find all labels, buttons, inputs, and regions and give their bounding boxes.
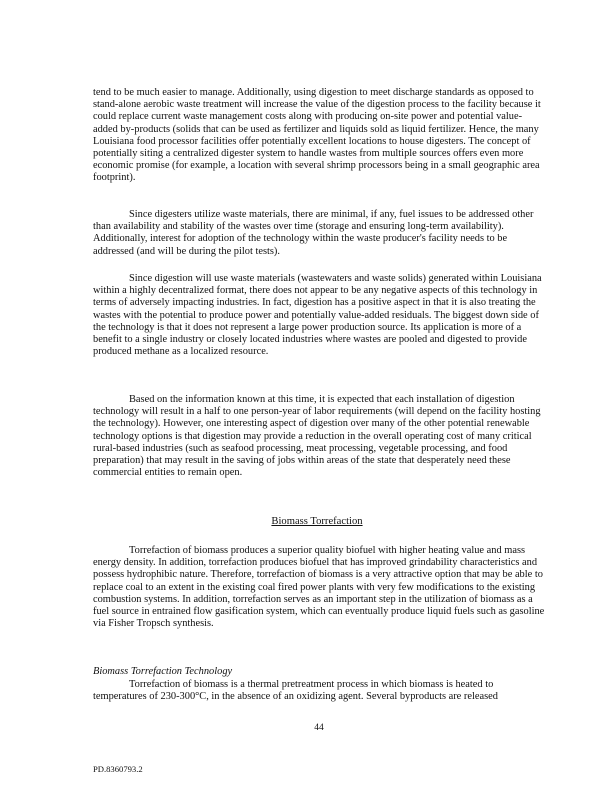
paragraph-torrefaction-technology: Torrefaction of biomass is a thermal pretreatment process in which biomass is heated to temperatures of 230-300°C, in the absence of an oxidizing agent. Several byproducts are released bbox=[93, 679, 498, 703]
document-id: PD.8360793.2 bbox=[93, 764, 143, 774]
paragraph-digestion-labor: Based on the information known at this time, it is expected that each installation of digestion technology will result in a half to one person-year of labor requirements (will depend on the facility hosting the technology). However, one interesting aspect of digestion over many of the other potential renewable technology options is that digestion may provide a reduction in the overall operating cost of many critical rural-based industries (such as seafood processing, meat processing, vegetable processing, and food preparation) that may result in the saving of jobs within areas of the state that desperately need these commercial entities to remain open. bbox=[93, 394, 541, 479]
paragraph-torrefaction-intro: Torrefaction of biomass produces a superior quality biofuel with higher heating value and mass energy density. In addition, torrefaction produces biofuel that has improved grindability characteristics and possess hydrophibic nature. Therefore, torrefaction of biomass is a very attractive option that may be able to replace coal to an extent in the existing coal fired power plants with very few modifications to the existing combustion systems. In addition, torrefaction serves as an important step in the utilization of biomass as a fuel source in entrained flow gasification system, which can eventually produce liquid fuels such as gasoline via Fisher Tropsch synthesis. bbox=[93, 545, 545, 630]
paragraph-digestion-fuel-issues: Since digesters utilize waste materials, there are minimal, if any, fuel issues to be addressed other than availability and stability of the wastes over time (storage and ensuring long-term availability). Additionally, interest for adoption of the technology within the waste producer's facility needs to be addressed (and will be during the pilot tests). bbox=[93, 209, 534, 257]
page-number: 44 bbox=[314, 723, 324, 733]
paragraph-digestion-impacts: Since digestion will use waste materials (wastewaters and waste solids) generated within Louisiana within a highly decentralized format, there does not appear to be any negative aspects of this technology in terms of adversely impacting industries. In fact, digestion has a positive aspect in that it is also treating the wastes with the potential to produce power and potentially value-added residuals. The biggest down side of the technology is that it does not represent a large power production source. Its application is more of a benefit to a single industry or closely located industries where wastes are pooled and digested to provide produced methane as a localized resource. bbox=[93, 273, 542, 358]
section-heading: Biomass Torrefaction bbox=[271, 516, 363, 527]
paragraph-digestion-management: tend to be much easier to manage. Additionally, using digestion to meet discharge standards as opposed to stand-alone aerobic waste treatment will increase the value of the digestion process to the facility because it could replace current waste management costs along with producing on-site power and potential value-added by-products (solids that can be used as fertilizer and liquids sold as liquid fertilizer. Hence, the many Louisiana food processor facilities offer potentially excellent locations to house digesters. The concept of potentially siting a centralized digester system to handle wastes from multiple sources offers even more economic promise (for example, a location with several shrimp processors being in a small geographic area footprint). bbox=[93, 87, 541, 184]
subsection-heading: Biomass Torrefaction Technology bbox=[93, 666, 233, 677]
